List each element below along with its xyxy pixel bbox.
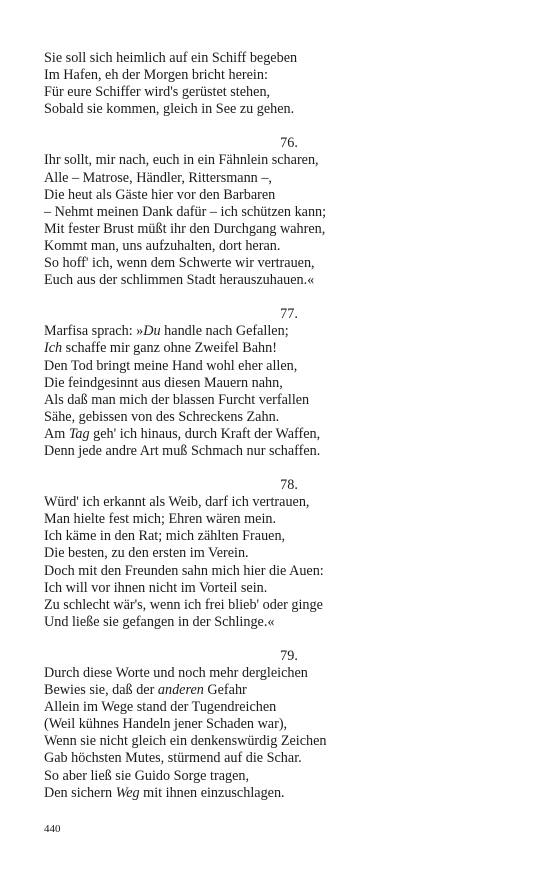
verse-text: Ich will vor ihnen nicht im Vorteil sein. [44,579,268,596]
verse-emphasis: anderen [157,682,204,699]
verse-emphasis: Ich [44,340,63,357]
verse-line [44,785,514,802]
stanza [44,648,514,802]
stanza [44,477,514,631]
verse-line [44,443,514,460]
verse-text: Durch diese Worte und noch mehr dergleichen [44,665,308,681]
verse-text: – Nehmt meinen Dank dafür – ich schützen kann; [44,203,327,220]
stanza [44,50,514,118]
stanza [44,306,514,460]
verse-text: Man hielte fest mich; Ehren wären mein. [44,511,277,528]
verse-text: Die heut als Gäste hier vor den Barbaren [44,186,276,203]
verse-text: Und ließe sie gefangen in der Schlinge.« [44,613,275,630]
verse-text: So aber ließ sie Guido Sorge tragen, [44,767,250,784]
verse-line [44,221,514,238]
verse-line [44,152,514,169]
verse-text: handle nach Gefallen; [160,323,289,340]
verse-line [44,358,514,375]
page-number: 440 [44,823,61,835]
verse-line [44,409,514,426]
verse-line [44,238,514,255]
verse-text: Kommt man, uns aufzuhalten, dort heran. [44,237,281,254]
verse-line [44,716,514,733]
verse-line [44,84,514,101]
verse-emphasis: Tag [68,425,90,442]
verse-text: schaffe mir ganz ohne Zweifel Bahn! [62,340,277,357]
stanza-gap [44,460,514,477]
stanza-number: 77. [280,306,298,323]
verse-text: Sähe, gebissen von des Schreckens Zahn. [44,408,280,425]
verse-line [44,580,514,597]
verse-line [44,204,514,221]
verse-line [44,511,514,528]
verse-text: mit ihnen einzuschlagen. [139,784,285,801]
verse-text: Würd' ich erkannt als Weib, darf ich vertrauen, [44,494,310,511]
verse-line [44,733,514,750]
verse-text: Als daß man mich der blassen Furcht verfallen [44,391,310,408]
verse-emphasis: Du [143,323,161,340]
verse-line [44,563,514,580]
verse-line [44,170,514,187]
verse-line [44,528,514,545]
verse-text: Wenn sie nicht gleich ein denkenswürdig Zeichen [44,733,327,750]
verse-text: Mit fester Brust müßt ihr den Durchgang wahren, [44,220,326,237]
verse-text: Alle – Matrose, Händler, Rittersmann –, [44,169,272,186]
verse-text: Am [44,425,69,442]
stanza-number: 79. [280,647,298,664]
verse-text: Sobald sie kommen, gleich in See zu gehen. [44,101,295,118]
stanza-number: 78. [280,477,298,494]
verse-text: Die besten, zu den ersten im Verein. [44,545,249,562]
verse-line [44,272,514,289]
verse-text: Ich käme in den Rat; mich zählten Frauen, [44,528,286,545]
verse-text: Doch mit den Freunden sahn mich hier die Auen: [44,562,324,579]
verse-line [44,323,514,340]
verse-line [44,614,514,631]
verse-line [44,50,514,67]
stanza [44,135,514,289]
verse-text: Gab höchsten Mutes, stürmend auf die Schar. [44,750,302,767]
verse-text: Gefahr [203,682,247,699]
verse-text: So hoff' ich, wenn dem Schwerte wir vertrauen, [44,255,315,272]
verse-line [44,682,514,699]
verse-line [44,67,514,84]
verse-line [44,340,514,357]
poem-page [44,50,514,802]
verse-text: Den Tod bringt meine Hand wohl eher allen, [44,357,298,374]
verse-text: Für eure Schiffer wird's gerüstet stehen, [44,84,271,101]
stanza-number: 76. [280,135,298,152]
verse-line [44,597,514,614]
verse-text: Euch aus der schlimmen Stadt herauszuhauen.« [44,272,315,289]
verse-line [44,665,514,682]
verse-line [44,187,514,204]
verse-line [44,750,514,767]
verse-text: Sie soll sich heimlich auf ein Schiff begeben [44,50,298,66]
verse-text: Marfisa sprach: » [44,323,144,340]
verse-text: Den sichern [44,784,116,801]
verse-line [44,255,514,272]
stanza-gap [44,631,514,648]
verse-text: Die feindgesinnt aus diesen Mauern nahn, [44,374,283,391]
verse-line [44,768,514,785]
verse-line [44,494,514,511]
verse-text: Zu schlecht wär's, wenn ich frei blieb' oder ginge [44,596,323,613]
stanza-gap [44,289,514,306]
verse-text: Denn jede andre Art muß Schmach nur schaffen. [44,442,321,459]
verse-line [44,699,514,716]
verse-line [44,101,514,118]
verse-text: Im Hafen, eh der Morgen bricht herein: [44,67,268,84]
verse-line [44,375,514,392]
verse-text: geh' ich hinaus, durch Kraft der Waffen, [89,425,321,442]
stanza-gap [44,118,514,135]
verse-text: Bewies sie, daß der [44,682,158,699]
verse-line [44,545,514,562]
verse-text: Allein im Wege stand der Tugendreichen [44,699,277,716]
verse-emphasis: Weg [115,784,140,801]
verse-text: (Weil kühnes Handeln jener Schaden war), [44,716,288,733]
verse-line [44,392,514,409]
verse-line [44,426,514,443]
verse-text: Ihr sollt, mir nach, euch in ein Fähnlein scharen, [44,152,319,169]
